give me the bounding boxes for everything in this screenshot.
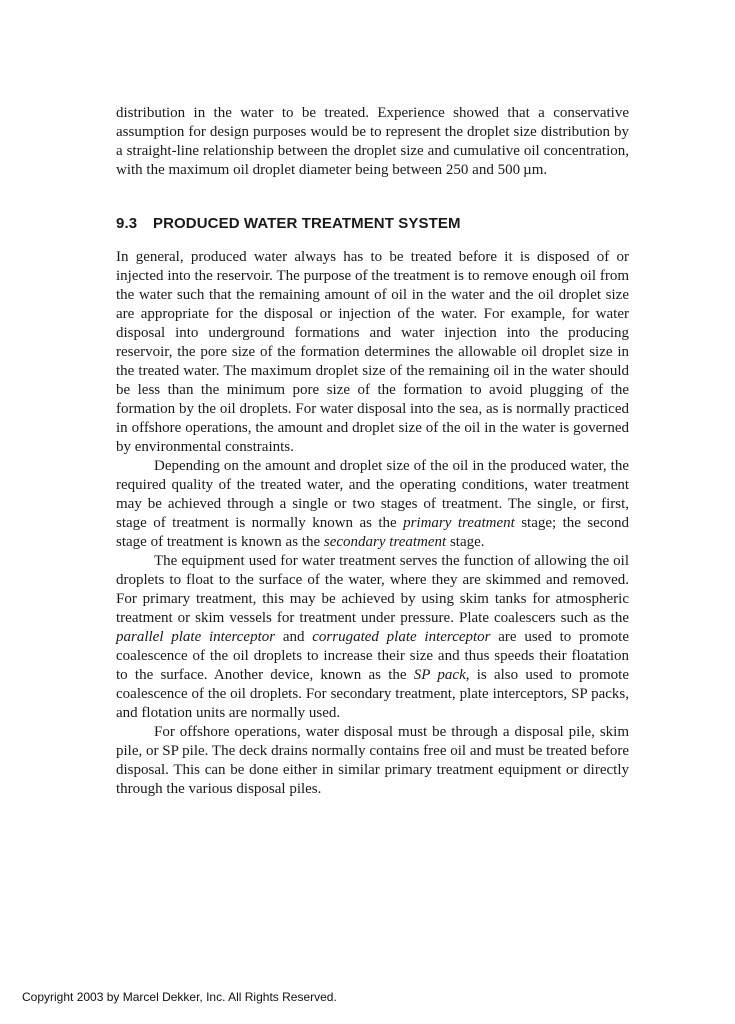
section-number: 9.3 bbox=[116, 215, 138, 232]
paragraph-general: In general, produced water always has to be treated before it is disposed of or injected into the reservoir. The purpose of the treatment is to remove enough oil from the water such that the remaining amount of oil in the water and the oil droplet size are appropriate for the disposal or injection of the water. For example, for water disposal into underground formations and water injection into the producing reservoir, the pore size of the formation determines the allowable oil droplet size in the treated water. The maximum droplet size of the remaining oil in the water should be less than the minimum pore size of the formation to avoid plugging of the formation by the oil droplets. For water disposal into the sea, as is normally practiced in offshore operations, the amount and droplet size of the oil in the water is governed by environmental constraints. bbox=[116, 249, 629, 455]
paragraph-offshore: For offshore operations, water disposal must be through a disposal pile, skim pile, or SP pile. The deck drains normally contains free oil and must be treated before disposal. This can be done either in similar primary treatment equipment or directly through the various disposal piles. bbox=[116, 724, 629, 797]
paragraph-treatment-stages: Depending on the amount and droplet size of the oil in the produced water, the required quality of the treated water, and the operating conditions, water treatment may be achieved through a single or two stages of treatment. The single, or first, stage of treatment is normally known as the primary treatment stage; the second stage of treatment is known as the secondary treatment stage. bbox=[116, 458, 629, 550]
continued-paragraph: distribution in the water to be treated. Experience showed that a conservative assumption for design purposes would be to represent the droplet size distribution by a straight-line relationship between the droplet size and cumulative oil concentration, with the maximum oil droplet diameter being between 250 and 500 µm. bbox=[116, 105, 629, 178]
page-body bbox=[116, 104, 629, 799]
paragraph-equipment: The equipment used for water treatment serves the function of allowing the oil droplets to float to the surface of the water, where they are skimmed and removed. For primary treatment, this may be achieved by using skim tanks for atmospheric treatment or skim vessels for treatment under pressure. Plate coalescers such as the parallel plate interceptor and corrugated plate interceptor are used to promote coalescence of the oil droplets to increase their size and thus speeds their floatation to the surface. Another device, known as the SP pack, is also used to promote coalescence of the oil droplets. For secondary treatment, plate interceptors, SP packs, and flotation units are normally used. bbox=[116, 553, 629, 721]
term-sp-pack: SP pack bbox=[413, 667, 466, 683]
term-secondary-treatment: secondary treatment bbox=[323, 534, 447, 550]
term-corrugated-plate-interceptor: corrugated plate interceptor bbox=[312, 629, 491, 645]
term-parallel-plate-interceptor: parallel plate interceptor bbox=[116, 629, 276, 645]
section-title: PRODUCED WATER TREATMENT SYSTEM bbox=[153, 215, 461, 232]
copyright-footer: Copyright 2003 by Marcel Dekker, Inc. All Rights Reserved. bbox=[22, 990, 337, 1004]
section-heading bbox=[116, 214, 629, 233]
term-primary-treatment: primary treatment bbox=[403, 515, 515, 531]
